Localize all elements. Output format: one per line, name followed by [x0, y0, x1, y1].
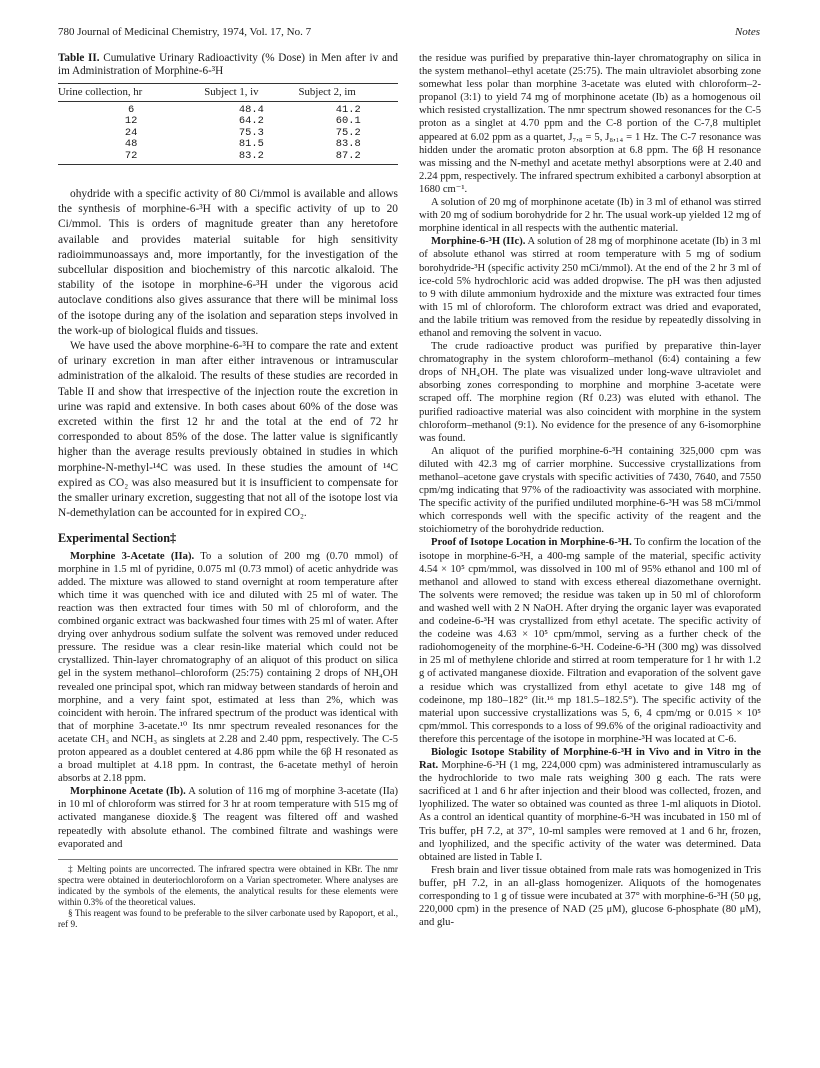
- paragraph: A solution of 20 mg of morphinone acetate (Ib) in 3 ml of ethanol was stirred with 20 mg of sodium borohydride for 2 hr. The usual work-up yielded 12 mg of morphine identical in all respects with the authentic material.: [419, 197, 761, 235]
- paragraph: ohydride with a specific activity of 80 Ci/mmol is available and allows the synthesis of morphine-6-³H with a specific activity of up to 20 Ci/mmol. This is orders of magnitude greater than any heretofore available and provides material suitable for high sensitivity radioimmunoassays and, more importantly, for the investigation of the subcellular disposition and biochemistry of this narcotic alkaloid. The stability of the isotope in morphine-6-³H under the vigorous acid autoclave conditions also gives assurance that there will be minimal loss of the isotope during any of the isolation and separation steps involved in the work-up of biological fluids and tissues.: [58, 188, 398, 337]
- data-table: [58, 83, 398, 165]
- footnote: § This reagent was found to be preferable to the silver carbonate used by Rapoport, et al., ref 9.: [58, 907, 398, 929]
- table-cell: 12: [124, 115, 138, 128]
- table-cell: 87.2: [299, 151, 398, 165]
- experimental-paragraph: [58, 785, 398, 850]
- footnotes: [58, 859, 398, 930]
- table-header: Subject 1, iv: [204, 84, 298, 102]
- run-in-heading: Morphine-6-³H (IIc).: [431, 236, 526, 248]
- section-heading: Experimental Section‡: [58, 530, 177, 545]
- table-header: Subject 2, im: [299, 84, 398, 102]
- paragraph-text: To confirm the location of the isotope in morphine-6-³H, a 400-mg sample of the material, specific activity 4.54 × 10⁵ cpm/mmol, was dissolved in 100 ml of 95% ethanol and 100 ml of methanol and allowed to stand with excess ethereal diazomethane overnight. The solvents were removed; the residue was taken up in 50 ml of chloroform and washed well with 2 N NaOH. After drying the organic layer was evaporated and codeine-6-³H was crystallized from ethyl acetate. The specific activity of the codeine was 4.63 × 10⁵ cpm/mmol, serving as a further check of the radiohomogeneity of the morphine-6-³H. Codeine-6-³H (300 mg) was dissolved in 25 ml of methylene chloride and stirred at room temperature for 1 hr with 1.2 g of activated manganese dioxide. Filtration and evaporation of the solvent gave a residue which was crystallized from ethyl acetate to give 148 mg of codeinone, mp 180–182° (lit.¹⁶ mp 181.5–182.5°). The specific activity of the material upon successive crystallizations was 5, 6, 4 cpm/mg or 0.015 × 10⁵ cpm/mmol. This corresponds to a loss of 99.6% of the original radioactivity and therefore this percentage of the isotope in morphine-³H was located at C-6.: [419, 537, 761, 745]
- journal-citation: 780 Journal of Medicinal Chemistry, 1974, Vol. 17, No. 7: [58, 26, 312, 38]
- table-title: Cumulative Urinary Radioactivity (% Dose) in Men after iv and im Administration of Morphine-6-³H: [58, 52, 399, 77]
- run-in-heading: Biologic Isotope Stability of Morphine-6-³H in Vivo and in Vitro in the Rat.: [419, 746, 761, 772]
- table-row: [58, 151, 398, 165]
- run-in-heading: Proof of Isotope Location in Morphine-6-³H.: [431, 537, 632, 549]
- table-caption: [58, 52, 398, 78]
- table-row: [58, 139, 398, 150]
- table-cell: 83.2: [204, 151, 298, 165]
- experimental-paragraph: [419, 746, 761, 864]
- table-cell: 64.2: [238, 115, 264, 128]
- table-header: Urine collection, hr: [58, 84, 204, 102]
- footnote: ‡ Melting points are uncorrected. The infrared spectra were obtained in KBr. The nmr spectra were obtained in deuteriochloroform on a Varian spectrometer. Where analyses are indicated by the symbols of the elements, the analytical results for these elements were within 0.3% of the theoretical values.: [58, 863, 398, 907]
- run-in-heading: Morphine 3-Acetate (IIa).: [70, 550, 195, 562]
- table-cell: 60.1: [335, 115, 361, 128]
- left-column: [58, 52, 398, 930]
- paragraph: An aliquot of the purified morphine-6-³H containing 325,000 cpm was diluted with 42.3 mg of carrier morphine. Successive crystallizations from methanol–acetone gave crystals with specific activities of 7430, 7640, and 7550 cpm/mg indicating that 97% of the radioactivity was associated with morphine. The specific activity of the purified undiluted morphine-6-³H was 58 mCi/mmol which corresponds well with the specific activity of the reagent and the stoichiometry of the borohydride reduction.: [419, 445, 761, 536]
- paragraph-text: A solution of 116 mg of morphine 3-acetate (IIa) in 10 ml of chloroform was stirred for 3 hr at room temperature with 515 mg of activated manganese dioxide.§ The reagent was filtered off and washed repeatedly with absolute ethanol. The combined filtrate and washings were evaporated and: [58, 786, 399, 850]
- experimental-paragraph: [419, 235, 761, 340]
- table-cell: 75.2: [335, 126, 361, 139]
- table-cell: 83.8: [335, 138, 361, 151]
- run-in-heading: Morphinone Acetate (Ib).: [70, 786, 186, 798]
- paragraph-text: To a solution of 200 mg (0.70 mmol) of morphine in 1.5 ml of pyridine, 0.075 ml (0.73 mmol) of acetic anhydride was added. The mixture was allowed to stand overnight at room temperature after which time it was quenched with ice and diluted with 25 ml of water. The reaction was then extracted four times with 50 ml of chloroform, and the combined organic extract was backwashed four times with 25 ml of water. After drying over anhydrous sodium sulfate the solvent was removed under reduced pressure. The residue was a clear resin-like material which could not be crystallized. Thin-layer chromatography of an aliquot of this product on silica gel in the system methanol–chloroform (25:75) containing 2 drops of NH₄OH revealed one principal spot, which ran midway between standards of heroin and morphine, and a very faint spot, estimated at less than 2%, which was coincident with heroin. The infrared spectrum of the product was identical with that of morphine 3-acetate.¹⁰ Its nmr spectrum revealed resonances for the acetate CH₃ and NCH₃ as singlets at 2.28 and 2.40 ppm, respectively. The C-5 proton appeared as a doublet centered at 4.86 ppm while the 6β H resonated as a broad multiplet at 4.18 ppm. In contrast, the 6-acetate methyl of heroin absorbs at 2.18 ppm.: [58, 550, 398, 785]
- paragraph-text: Morphine-6-³H (1 mg, 224,000 cpm) was administered intramuscularly as the hydrochloride to two male rats weighing 300 g each. The rats were sacrificed at 1 and 6 hr after injection and their blood was collected, frozen, and lyophilized. The water so obtained was counted as three 1-ml aliquots in Diotol. As a control an identical quantity of morphine-6-³H was incubated in 150 ml of Tris buffer, pH 7.2, at 37°, 10-ml samples were removed at 1 and 6 hr, frozen, and lyophilized, and the specific activity of the water was determined. Data obtained are listed in Table I.: [419, 760, 761, 863]
- paragraph: the residue was purified by preparative thin-layer chromatography on silica in the system methanol–ethyl acetate (25:75). The main ultraviolet absorbing zone somewhat less polar than morphine 3-acetate was eluted with chloroform–2-propanol (3:1) to yield 74 mg of morphinone acetate (Ib) as a homogenous oil which resisted crystallization. The nmr spectrum showed resonances for the C-5 proton as a singlet at 4.70 ppm and the C-8 portion of the C-7,8 multiplet appeared at 6.02 ppm as a quartet, J₇,₈ = 5, J₈,₁₄ = 1 Hz. The C-7 resonance was hidden under the aromatic proton absorption at 6.8 ppm. The 6β H resonance was missing and the N-methyl and acetate methyl absorptions were at 2.40 and 2.24 ppm, respectively. The infrared spectrum exhibited a carbonyl absorption at 1680 cm⁻¹.: [419, 53, 761, 195]
- right-column: [419, 52, 761, 929]
- table-row: [58, 102, 398, 117]
- discussion-text: [58, 187, 398, 521]
- table-cell: 6: [128, 104, 135, 116]
- paragraph: We have used the above morphine-6-³H to compare the rate and extent of urinary excretion in man after either intravenous or intramuscular administration of the alkaloid. The results of these studies are recorded in Table II and show that irrespective of the injection route the excretion in urine was rapid and extensive. In both cases about 60% of the dose was excreted within the first 12 hr and the total at the end of 72 hr corresponded to about 85% of the dose. The latter value is significantly higher than the average results previously obtained in studies in which morphine-N-methyl-¹⁴C was used. In these studies the amount of ¹⁴C expired as CO₂ was also measured but it is insufficient to compensate for the smaller urinary excretion, suggesting that not all of the isotope lost via N-demethylation can be accounted for in expired CO₂.: [58, 340, 398, 520]
- table-cell: 72: [58, 151, 204, 165]
- table-label: Table II.: [58, 52, 100, 64]
- table-cell: 48: [124, 138, 138, 151]
- experimental-paragraph: [419, 536, 761, 746]
- experimental-paragraph: [58, 550, 398, 786]
- paragraph: Fresh brain and liver tissue obtained from male rats was homogenized in Tris buffer, pH 7.2, in an all-glass homogenizer. Aliquots of the homogenates corresponding to 1 g of tissue were incubated at 37° with morphine-6-³H (50 μg, 220,000 cpm) in the presence of NAD (25 μM), glucose 6-phosphate (80 μM), and glu-: [419, 864, 761, 929]
- table-cell: 24: [124, 126, 138, 139]
- table-cell: 41.2: [335, 104, 361, 116]
- table-cell: 48.4: [238, 104, 264, 116]
- table-cell: 75.3: [238, 126, 264, 139]
- paragraph-text: A solution of 28 mg of morphinone acetate (Ib) in 3 ml of absolute ethanol was stirred at room temperature with 5 mg of sodium borohydride-³H (specific activity 250 mCi/mmol). At the end of the 2 hr 3 ml of ice-cold 5% hydrochloric acid was added dropwise. The pH was then adjusted to 9 with dilute ammonium hydroxide and the mixture was extracted four times with 15 ml of chloroform. The chloroform extract was dried and evaporated, and the labile tritium was removed from the residue by repeatedly dissolving in ethanol and removing the solvent in vacuo.: [419, 236, 761, 339]
- section-label: Notes: [734, 26, 760, 38]
- table-cell: 81.5: [238, 138, 264, 151]
- paragraph: The crude radioactive product was purified by preparative thin-layer chromatography in the system chloroform–methanol (6:4) containing a few drops of NH₄OH. The plate was visualized under long-wave ultraviolet and absorbing zones corresponding to morphine and morphine 3-acetate were scraped off. The morphine region (Rf 0.23) was eluted with ethanol. The purified radioactive material was also coincident with morphine in the system chloroform–methanol (9:1). No evidence for the presence of any 6-isomorphine was found.: [419, 341, 761, 444]
- running-header: [58, 26, 760, 40]
